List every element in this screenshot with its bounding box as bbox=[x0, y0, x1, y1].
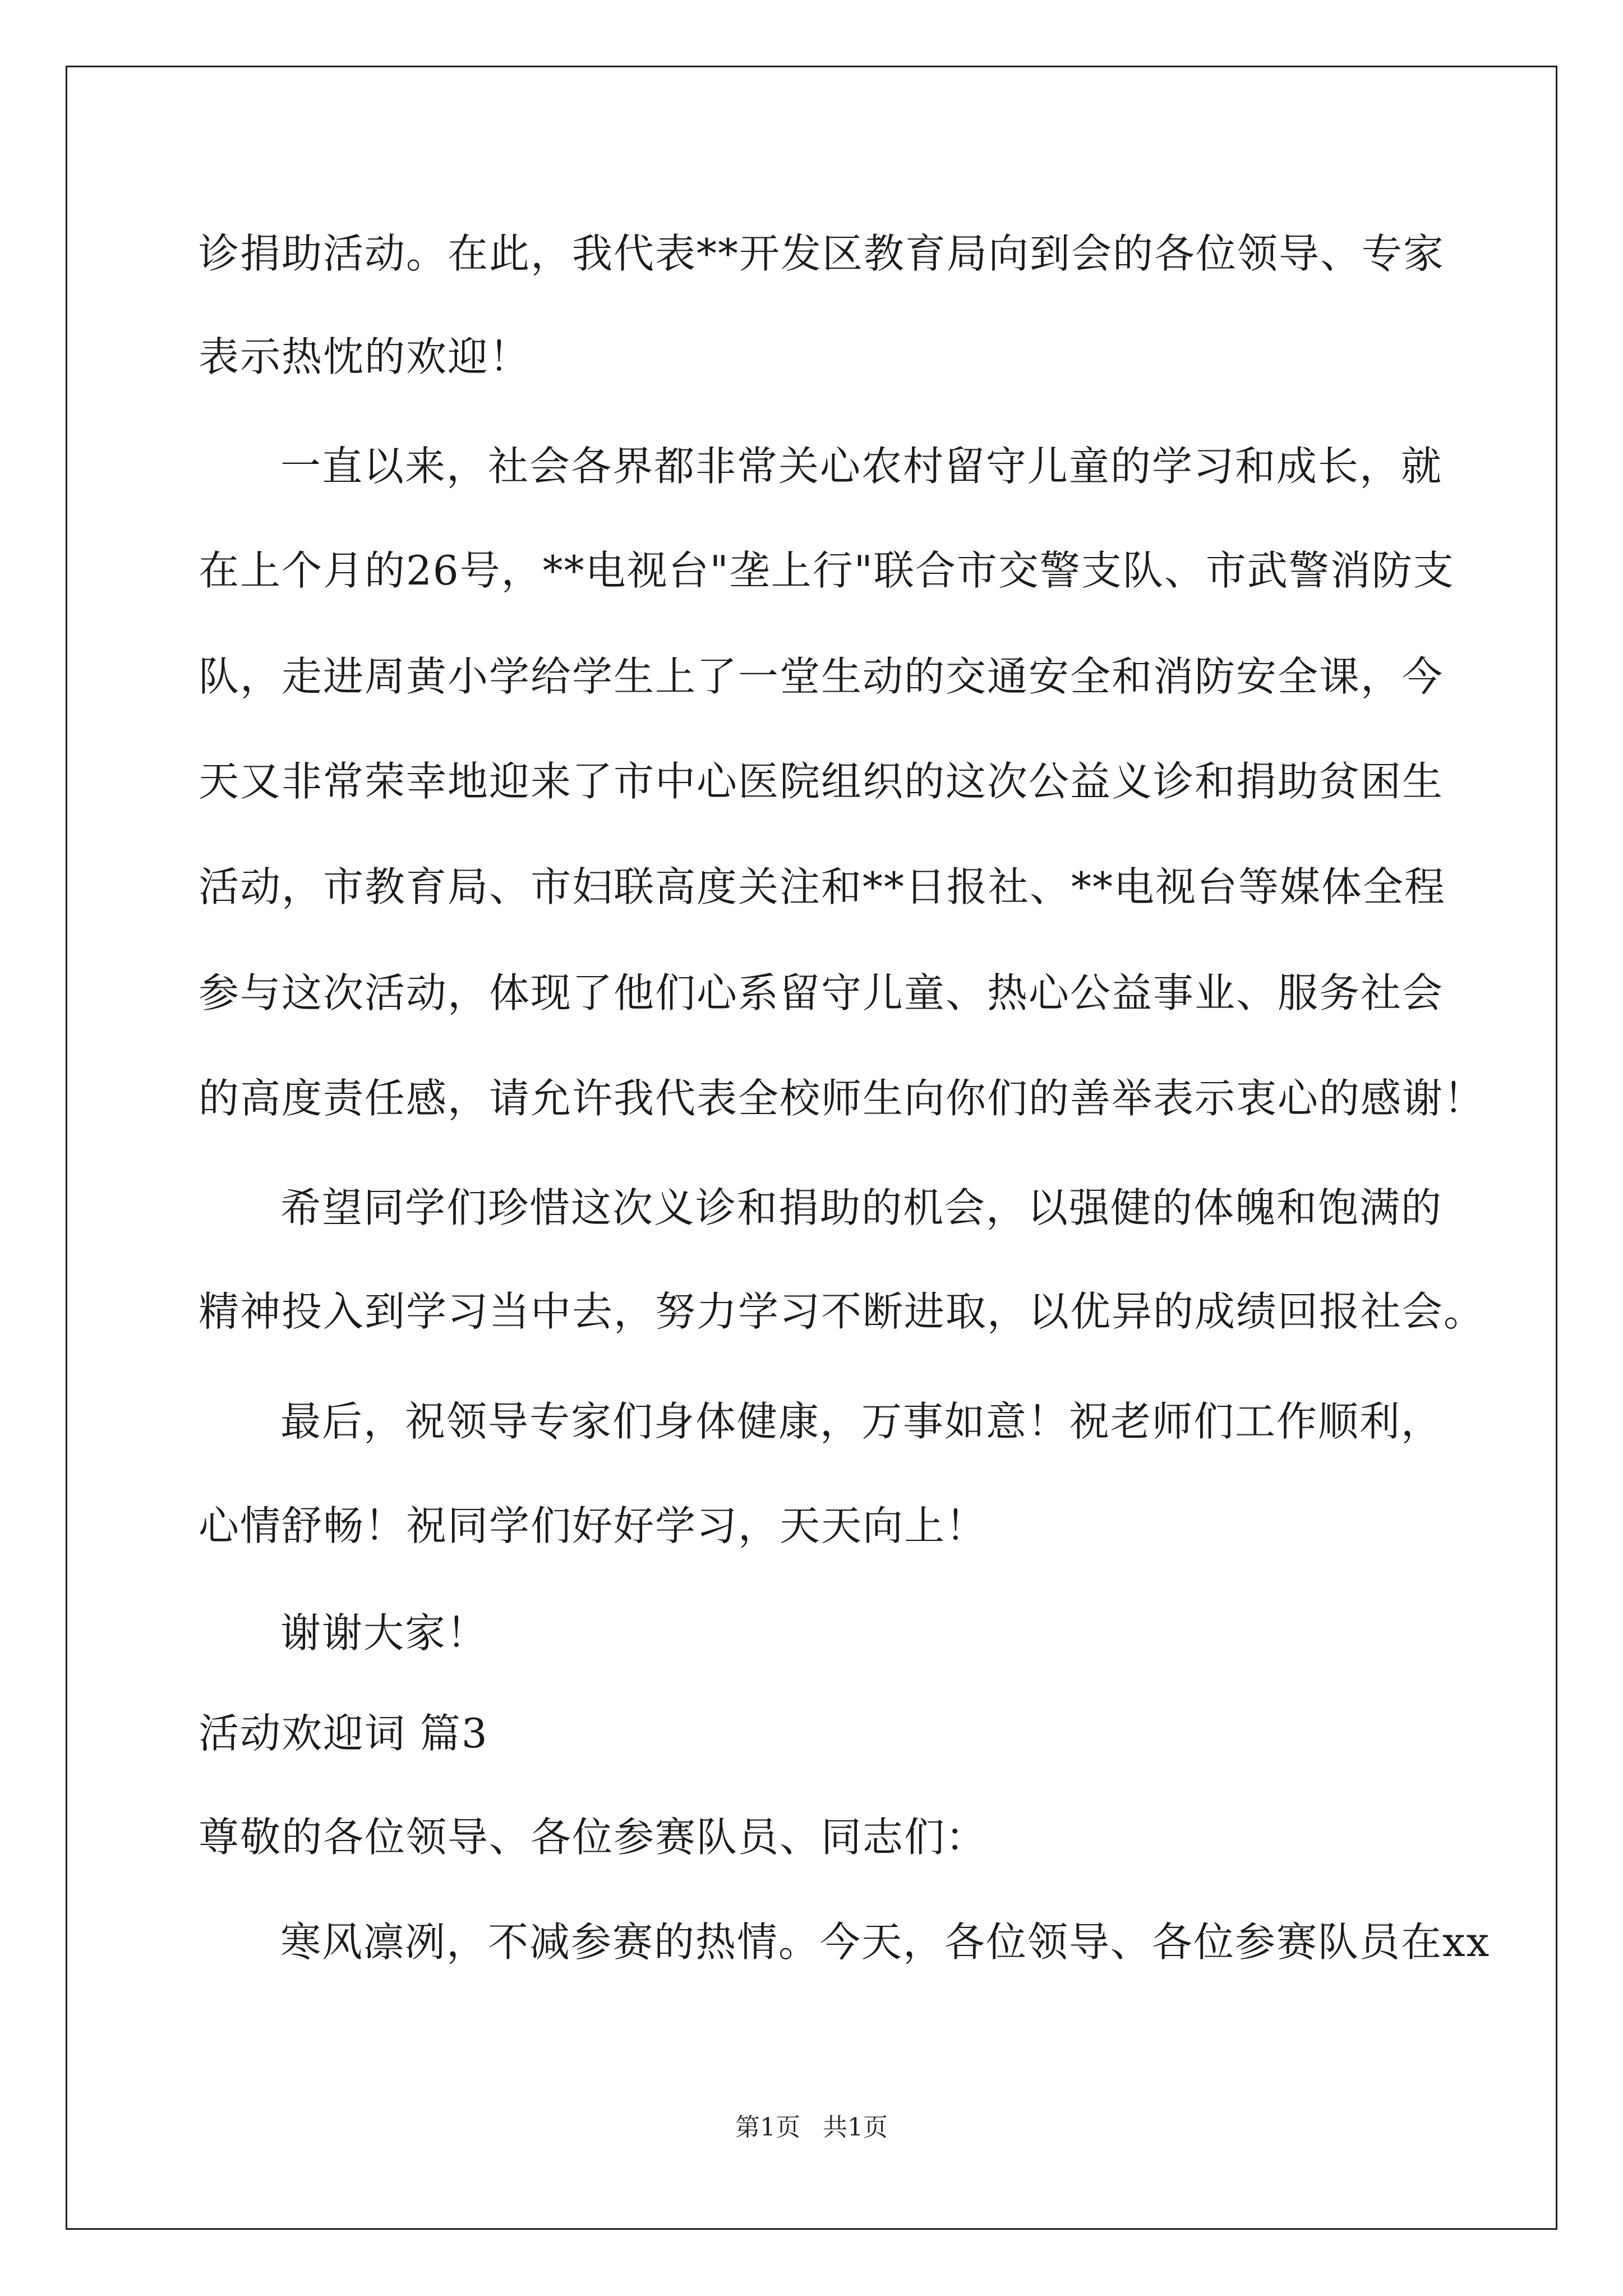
text-line: 队，走进周黄小学给学生上了一堂生动的交通安全和消防安全课，今 bbox=[199, 653, 1444, 700]
text-line: 在上个月的26号，**电视台"垄上行"联合市交警支队、市武警消防支 bbox=[199, 547, 1455, 594]
page-footer bbox=[0, 2112, 1623, 2143]
section-heading: 活动欢迎词 篇3 bbox=[199, 1710, 488, 1757]
text-line: 的高度责任感，请允许我代表全校师生向你们的善举表示衷心的感谢！ bbox=[199, 1075, 1486, 1122]
text-line: 天又非常荣幸地迎来了市中心医院组织的这次公益义诊和捐助贫困生 bbox=[199, 758, 1444, 805]
text-line: 参与这次活动，体现了他们心系留守儿童、热心公益事业、服务社会 bbox=[199, 969, 1444, 1016]
text-line: 表示热忱的欢迎！ bbox=[199, 333, 531, 380]
page-border bbox=[66, 66, 1557, 2230]
text-line: 诊捐助活动。在此，我代表**开发区教育局向到会的各位领导、专家 bbox=[199, 230, 1445, 277]
text-line: 最后，祝领导专家们身体健康，万事如意！祝老师们工作顺利， bbox=[280, 1398, 1443, 1445]
page-number: 第1页 bbox=[735, 2113, 800, 2142]
text-line: 活动，市教育局、市妇联高度关注和**日报社、**电视台等媒体全程 bbox=[199, 863, 1446, 910]
text-line: 希望同学们珍惜这次义诊和捐助的机会，以强健的体魄和饱满的 bbox=[280, 1184, 1443, 1231]
text-line: 心情舒畅！祝同学们好好学习，天天向上！ bbox=[199, 1502, 988, 1549]
text-line: 谢谢大家！ bbox=[280, 1609, 488, 1657]
salutation: 尊敬的各位领导、各位参赛队员、同志们： bbox=[199, 1814, 988, 1861]
text-line: 一直以来，社会各界都非常关心农村留守儿童的学习和成长，就 bbox=[280, 443, 1443, 490]
page-total: 共1页 bbox=[823, 2113, 888, 2142]
text-line: 精神投入到学习当中去，努力学习不断进取，以优异的成绩回报社会。 bbox=[199, 1288, 1486, 1335]
text-line: 寒风凛冽，不减参赛的热情。今天，各位领导、各位参赛队员在xx bbox=[280, 1918, 1491, 1966]
